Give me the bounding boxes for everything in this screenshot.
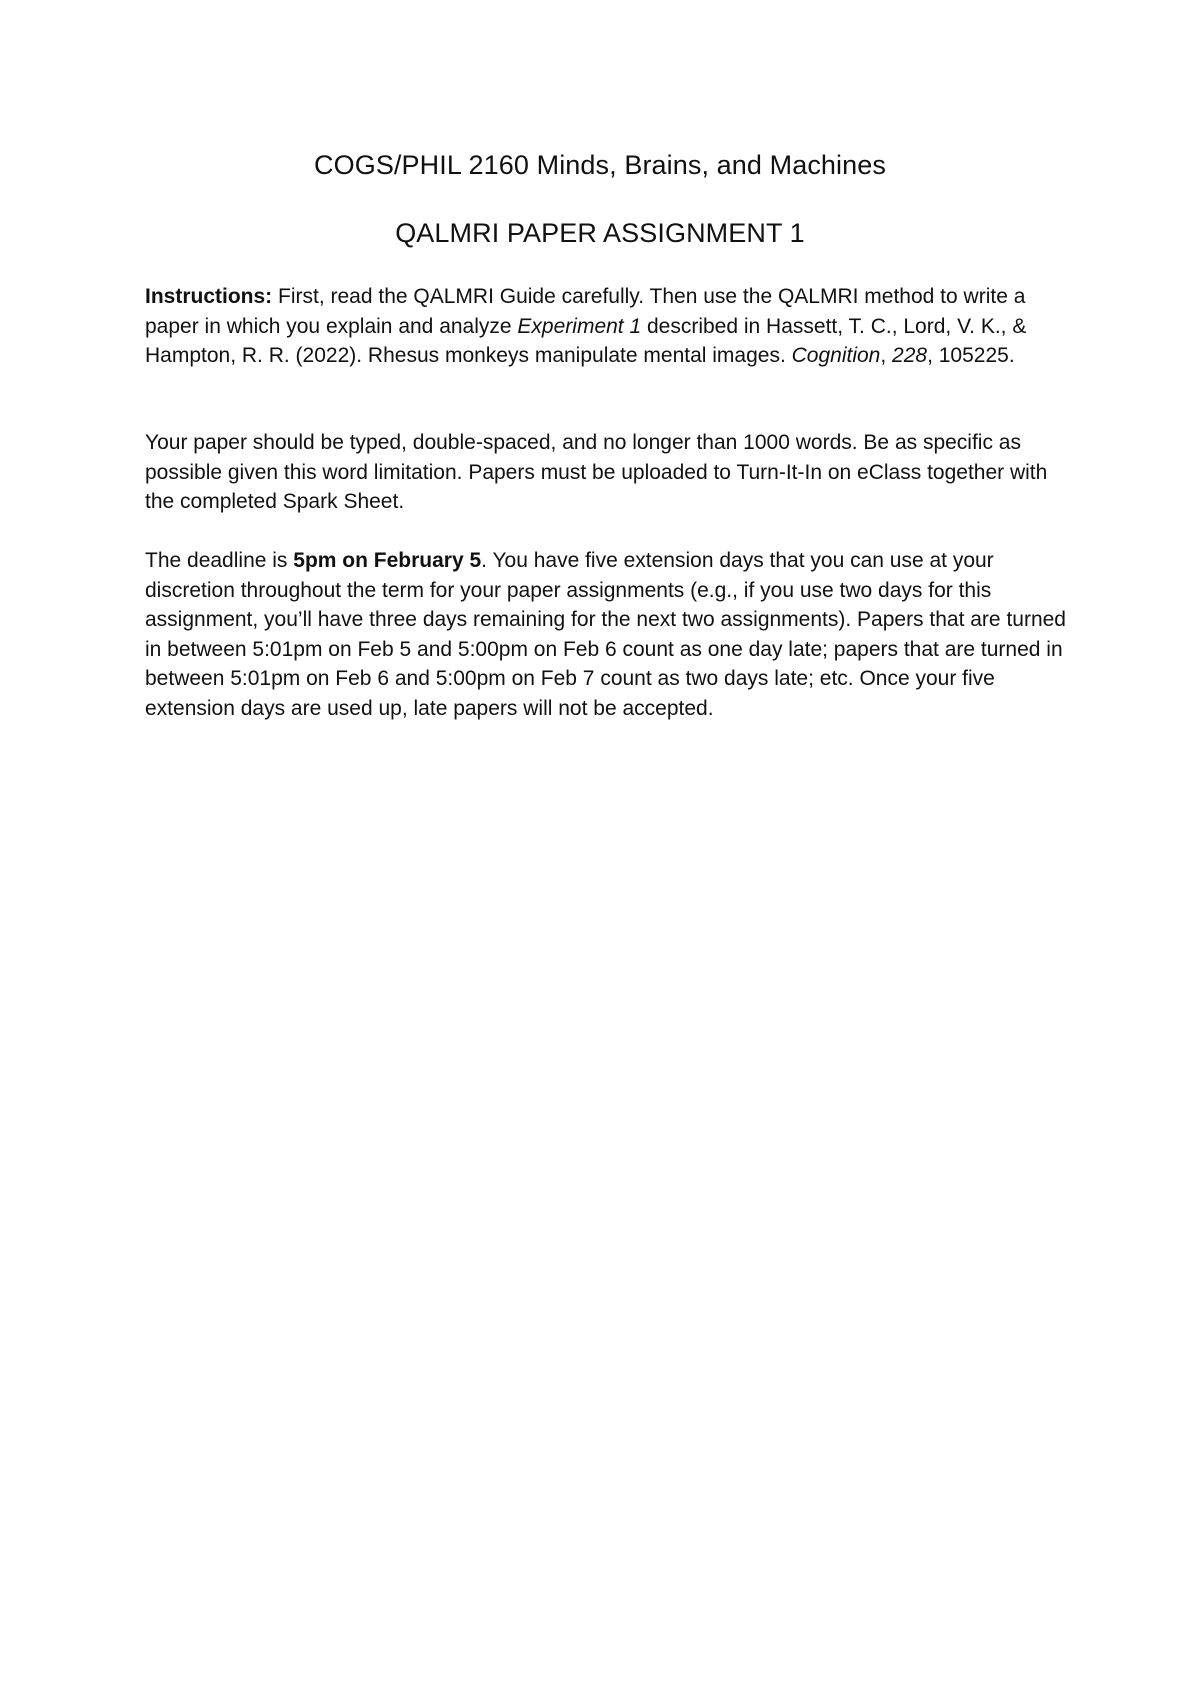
assignment-heading: QALMRI PAPER ASSIGNMENT 1 — [395, 218, 805, 248]
instructions-paragraph — [145, 282, 1075, 371]
deadline-policy-text: . You have five extension days that you can use at your discretion throughout the term for your paper assignments (e.g., if you use two days for this assignment, you’ll have three days remaining for the next two assignments). Papers that are turned in between 5:01pm on Feb 5 and 5:00pm on Feb 6 count as one day late; papers that are turned in between 5:01pm on Feb 6 and 5:00pm on Feb 7 count as two days late; etc. Once your five extension days are used up, late papers will not be accepted. — [145, 549, 1066, 720]
journal-name: Cognition — [791, 344, 881, 367]
document-title: COGS/PHIL 2160 Minds, Brains, and Machines — [314, 150, 886, 180]
experiment-reference: Experiment 1 — [517, 314, 642, 338]
instructions-label: Instructions: — [145, 285, 273, 308]
journal-volume: 228 — [892, 344, 928, 367]
format-paragraph: Your paper should be typed, double-spaced, and no longer than 1000 words. Be as specific as possible given this word limitation. Papers must be uploaded to Turn-It-In on eClass together with the completed Spark Sheet. — [145, 431, 1048, 513]
citation-text: described in Hassett, T. C., Lord, V. K., & Hampton, R. R. (2022). Rhesus monkeys manipulate mental images. — [145, 314, 1027, 367]
deadline-date: 5pm on February 5 — [293, 549, 482, 572]
deadline-intro: The deadline is — [145, 549, 294, 572]
citation-pages: , 105225. — [927, 344, 1015, 367]
deadline-paragraph — [145, 546, 1075, 723]
citation-separator: , — [880, 344, 893, 367]
instructions-text: First, read the QALMRI Guide carefully. Then use the QALMRI method to write a paper in which you explain and analyze — [145, 285, 1026, 338]
